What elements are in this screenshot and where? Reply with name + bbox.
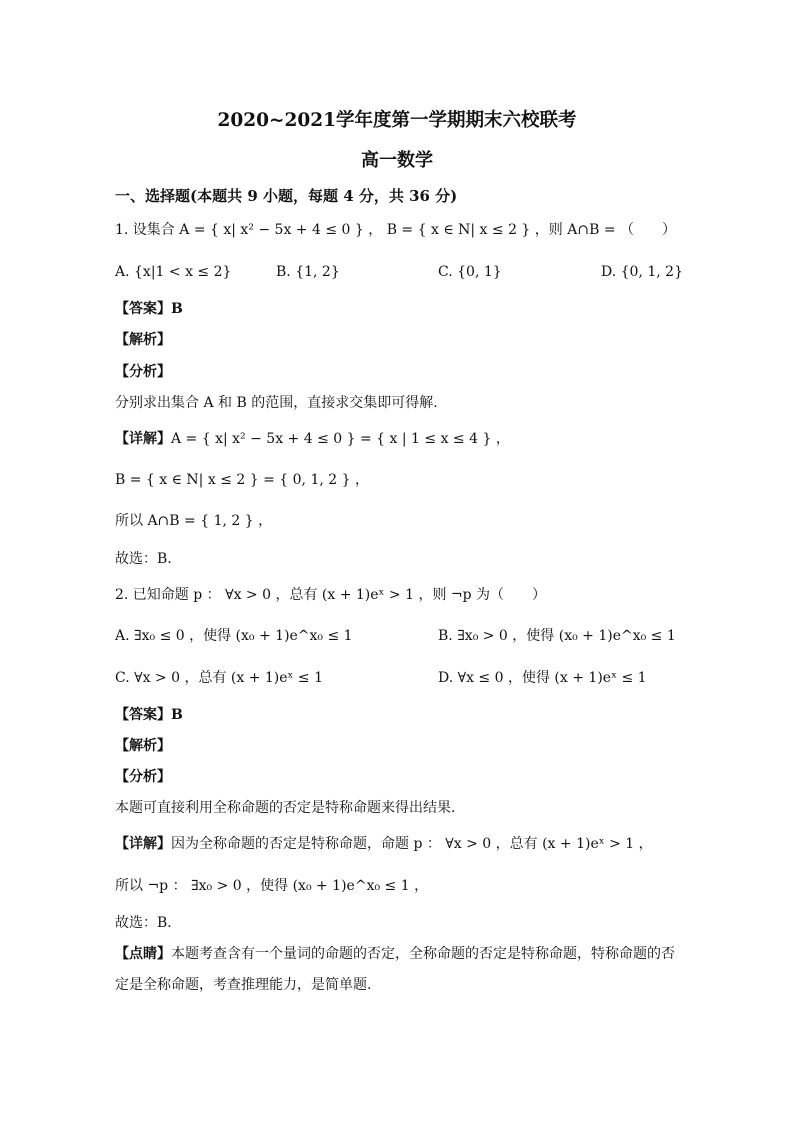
- q1-option-d: [601, 262, 683, 282]
- q1-detail-1-text: A = { x| x² − 5x + 4 ≤ 0 } = { x | 1 ≤ x ≤ 4 } ，: [171, 431, 510, 447]
- q1-fenxi-tag: 【分析】: [115, 364, 171, 380]
- q2-option-d-text: ∀x ≤ 0 ，使得 (x + 1)eˣ ≤ 1: [457, 670, 647, 686]
- q2-option-d: [438, 668, 647, 688]
- q1-option-d-text: {0, 1, 2}: [620, 264, 683, 280]
- q2-option-a-label: A.: [115, 628, 130, 644]
- q1-option-a-text: {x|1 < x ≤ 2}: [134, 264, 232, 280]
- q1-option-b: [276, 262, 340, 282]
- q2-detail-line-2: 所以 ¬p ： ∃x₀ > 0 ，使得 (x₀ + 1)e^x₀ ≤ 1 ，: [115, 878, 429, 894]
- q2-option-b-text: ∃x₀ > 0 ，使得 (x₀ + 1)e^x₀ ≤ 1: [457, 628, 676, 644]
- q2-detail-1-text: 因为全称命题的否定是特称命题，命题 p ： ∀x > 0 ，总有 (x + 1)eˣ > 1 ，: [171, 836, 653, 852]
- q2-option-d-label: D.: [438, 670, 454, 686]
- q2-fenxi-text: 本题可直接利用全称命题的否定是特称命题来得出结果.: [115, 800, 456, 816]
- q2-option-b-label: B.: [438, 628, 453, 644]
- section-heading: 一、选择题(本题共 9 小题，每题 4 分，共 36 分): [115, 187, 458, 205]
- q2-option-a: [115, 626, 353, 646]
- q1-detail-line-2: B = { x ∈ N| x ≤ 2 } = { 0, 1, 2 } ，: [115, 472, 369, 488]
- q1-option-d-label: D.: [601, 264, 617, 280]
- q1-option-b-text: {1, 2}: [295, 264, 340, 280]
- q2-dianjing-tag: 【点睛】: [115, 946, 171, 962]
- document-title: 2020~2021学年度第一学期期末六校联考: [217, 110, 577, 131]
- q1-detail-tag: 【详解】: [115, 431, 171, 447]
- q2-option-a-text: ∃x₀ ≤ 0 ，使得 (x₀ + 1)e^x₀ ≤ 1: [134, 628, 353, 644]
- q1-option-a: [115, 262, 231, 282]
- q1-option-c-text: {0, 1}: [457, 264, 502, 280]
- q1-stem: 1. 设集合 A = { x| x² − 5x + 4 ≤ 0 } ， B = { x ∈ N| x ≤ 2 } ，则 A∩B = （ ）: [115, 222, 676, 238]
- q1-answer: 【答案】B: [115, 301, 183, 317]
- q1-option-a-label: A.: [115, 264, 130, 280]
- q1-option-b-label: B.: [276, 264, 291, 280]
- document-subtitle: 高一数学: [361, 150, 433, 171]
- q2-option-c-text: ∀x > 0 ，总有 (x + 1)eˣ ≤ 1: [134, 670, 324, 686]
- q2-detail-line-1: [115, 834, 653, 854]
- q2-detail-tag: 【详解】: [115, 836, 171, 852]
- q2-stem: 2. 已知命题 p ： ∀x > 0 ，总有 (x + 1)eˣ > 1 ，则 ¬p 为（ ）: [115, 587, 547, 603]
- q2-option-c-label: C.: [115, 670, 130, 686]
- q1-analysis-tag: 【解析】: [115, 332, 171, 348]
- q2-conclusion: 故选：B．: [115, 915, 182, 931]
- q2-option-b: [438, 626, 676, 646]
- q2-answer: 【答案】B: [115, 707, 183, 723]
- q2-fenxi-tag: 【分析】: [115, 769, 171, 785]
- q1-option-c-label: C.: [438, 264, 453, 280]
- q2-dianjing-line-1: [115, 944, 675, 964]
- q2-option-c: [115, 668, 323, 688]
- q1-fenxi-text: 分别求出集合 A 和 B 的范围，直接求交集即可得解.: [115, 395, 438, 411]
- q1-conclusion: 故选：B.: [115, 551, 172, 567]
- q1-detail-line-1: [115, 429, 510, 449]
- q2-dianjing-1-text: 本题考查含有一个量词的命题的否定，全称命题的否定是特称命题，特称命题的否: [171, 946, 675, 962]
- q1-option-c: [438, 262, 502, 282]
- q2-dianjing-line-2: 定是全称命题，考查推理能力，是简单题.: [115, 977, 372, 993]
- q1-detail-line-3: 所以 A∩B = { 1, 2 } ，: [115, 513, 273, 529]
- q2-analysis-tag: 【解析】: [115, 738, 171, 754]
